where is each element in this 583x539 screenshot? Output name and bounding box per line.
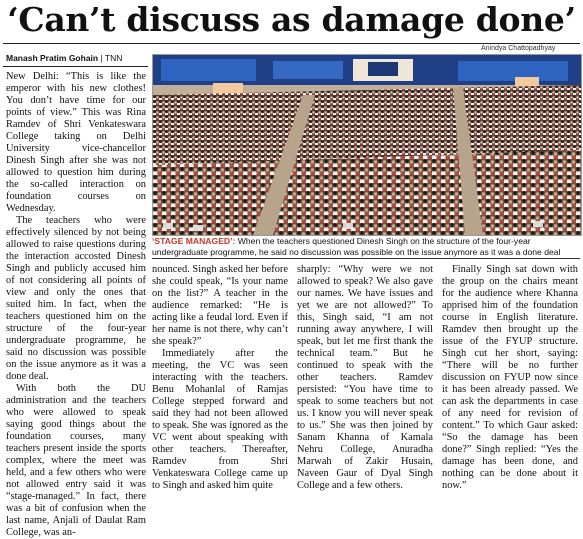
paragraph: nounced. Singh asked her before she could speak, “Is your name on the list?” A teacher in the audience remarked: “He is acting like a feudal lord. Even if her name is not there, why can’t she speak?” (152, 264, 288, 347)
photo-illustration (153, 55, 581, 235)
paragraph: sharply: “Why were we not allowed to speak? We also gave our names. We have issues and yet we are not allowed?” To this, Singh said, “I am not running away anywhere, I will speak, but let me first thank the technical team.” But he continued to speak with the other teachers. Ramdev persisted: “You have time to speak to some teachers but not us. I know you will never speak to us.” She was then joined by Sanam Khanna of Kamala Nehru College, Anuradha Marwah of Zakir Husain, Naveen Gaur of Dyal Singh College and a few others. (297, 264, 433, 491)
paragraph: With both the DU administration and the teachers who were allowed to speak saying good things about the foundation courses, many teachers present inside the sports complex, where the meet was held, and a few others who were not allowed entry said it was “stage-managed.” In fact, there was a bit of confusion when the last name, Anjali of Daulat Ram College, was an- (6, 383, 146, 538)
article-column-1 (6, 71, 146, 539)
photo-caption (152, 236, 580, 257)
paragraph: Immediately after the meeting, the VC was seen interacting with the teachers. Benu Mohanlal of Ramjas College stepped forward and said they had not been allowed to speak. She was ignored as the VC went about speaking with other teachers. Thereafter, Ramdev from Shri Venkateswara College came up to Singh and asked him quite (152, 348, 288, 491)
byline-rule (3, 66, 148, 67)
byline-source: TNN (104, 53, 123, 63)
caption-tag: ‘STAGE MANAGED’: (152, 236, 236, 246)
paragraph: Finally Singh sat down with the group on the chairs meant for the audience where Khanna apprised him of the foundation course in English literature. Ramdev then brought up the issue of the FYUP structure. Singh cut her short, saying: “There will be no further discussion on FYUP now since it has been already passed. We can ask the departments in case of any need for revision of content.” To which Gaur asked: “So the damage has been done?” Singh replied: “Yes the damage has been done, and nothing can be done about it now.” (442, 264, 578, 491)
byline-author: Manash Pratim Gohain (6, 53, 99, 63)
photo-credit: Anindya Chattopadhyay (481, 45, 556, 52)
byline (6, 53, 122, 63)
article-column-2 (152, 264, 288, 492)
caption-rule (152, 258, 580, 259)
caption-text: When the teachers questioned Dinesh Singh on the structure of the four-year undergraduate programme, he said no discussion was possible on the issue anymore as it was a done deal (152, 236, 561, 257)
headline: ‘Can’t discuss as damage done’ (7, 0, 576, 39)
headline-rule (3, 43, 580, 44)
article-column-3 (297, 264, 433, 492)
byline-separator: | (100, 53, 105, 63)
paragraph: New Delhi: “This is like the emperor with his new clothes! You don’t have time for our points of view.” This was Rina Ramdev of Shri Venkateswara College taking on Delhi University vice-chancellor Dinesh Singh after she was not allowed to question him during the so-called interaction on foundation courses on Wednesday. (6, 71, 146, 214)
article-column-4 (442, 264, 578, 492)
auditorium-crowd-photo (152, 54, 582, 236)
paragraph: The teachers who were effectively silenced by not being allowed to raise questions during the interaction accosted Dinesh Singh and publicly accused him of not considering all points of view and only the ones that suited him. In fact, when the teachers questioned him on the structure of the four-year undergraduate programme, he said no discussion was possible on the issue anymore as it was a done deal. (6, 215, 146, 382)
